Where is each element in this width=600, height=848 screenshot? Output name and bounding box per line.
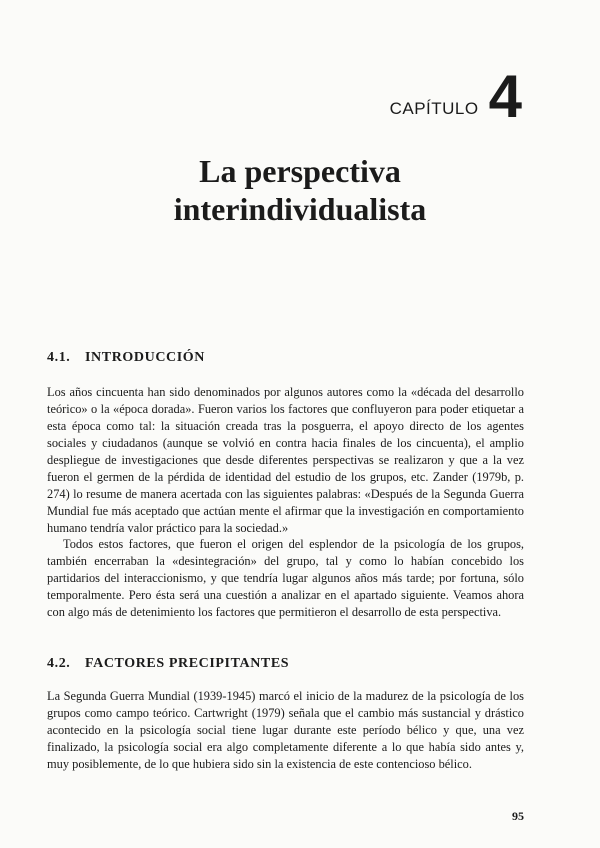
paragraph: Los años cincuenta han sido denominados por algunos autores como la «década del desarrollo teórico» o la «época dorada». Fueron varios los factores que confluyeron para poder etiquetar a esta época como tal: la situación creada tras la posguerra, el apoyo directo de los agentes sociales y ciudadanos (aunque se volvió en contra hacia finales de los cincuenta), el amplio despliegue de investigaciones que desde diferentes perspectivas se realizaron y que a la vez fueron el germen de la pérdida de identidad del estudio de los grupos, etc. Zander (1979b, p. 274) lo resume de manera acertada con las siguientes palabras: «Después de la Segunda Guerra Mundial fue más aceptado que actúan mente el afirmar que la investigación en comportamiento humano tendría valor práctico para la sociedad.» [47,385,524,535]
section-heading-4-2 [47,656,289,672]
chapter-title-line-2: interindividualista [173,191,427,227]
section-title: INTRODUCCIÓN [85,350,205,365]
chapter-title-line-1: La perspectiva [199,153,401,189]
section-title: FACTORES PRECIPITANTES [85,656,290,671]
section-number: 4.2. [47,656,71,671]
section-heading-4-1 [47,350,205,366]
chapter-label: CAPÍTULO [389,99,479,118]
paragraph: Todos estos factores, que fueron el origen del esplendor de la psicología de los grupos, también encerraban la «desintegración» del grupo, tal y como lo habían concebido los partidarios del interaccionismo, y que tendría lugar algunos años más tarde; por fortuna, sólo temporalmente. Pero ésta será una cuestión a analizar en el apartado siguiente. Veamos ahora con algo más de detenimiento los factores que permitieron el desarrollo de esta perspectiva. [47,537,524,619]
chapter-title [0,152,600,228]
chapter-number: 4 [488,63,522,130]
paragraph: La Segunda Guerra Mundial (1939-1945) marcó el inicio de la madurez de la psicología de los grupos como campo teórico. Cartwright (1979) señala que el cambio más sustancial y drástico acontecido en la psicología social tiene lugar durante este período bélico y que, una vez finalizado, la psicología social era algo completamente diferente a lo que había sido antes y, muy posiblemente, de lo que hubiera sido sin la existencia de este contencioso bélico. [47,689,524,771]
section-number: 4.1. [47,350,71,365]
page-number: 95 [512,809,524,823]
chapter-heading [389,63,522,130]
